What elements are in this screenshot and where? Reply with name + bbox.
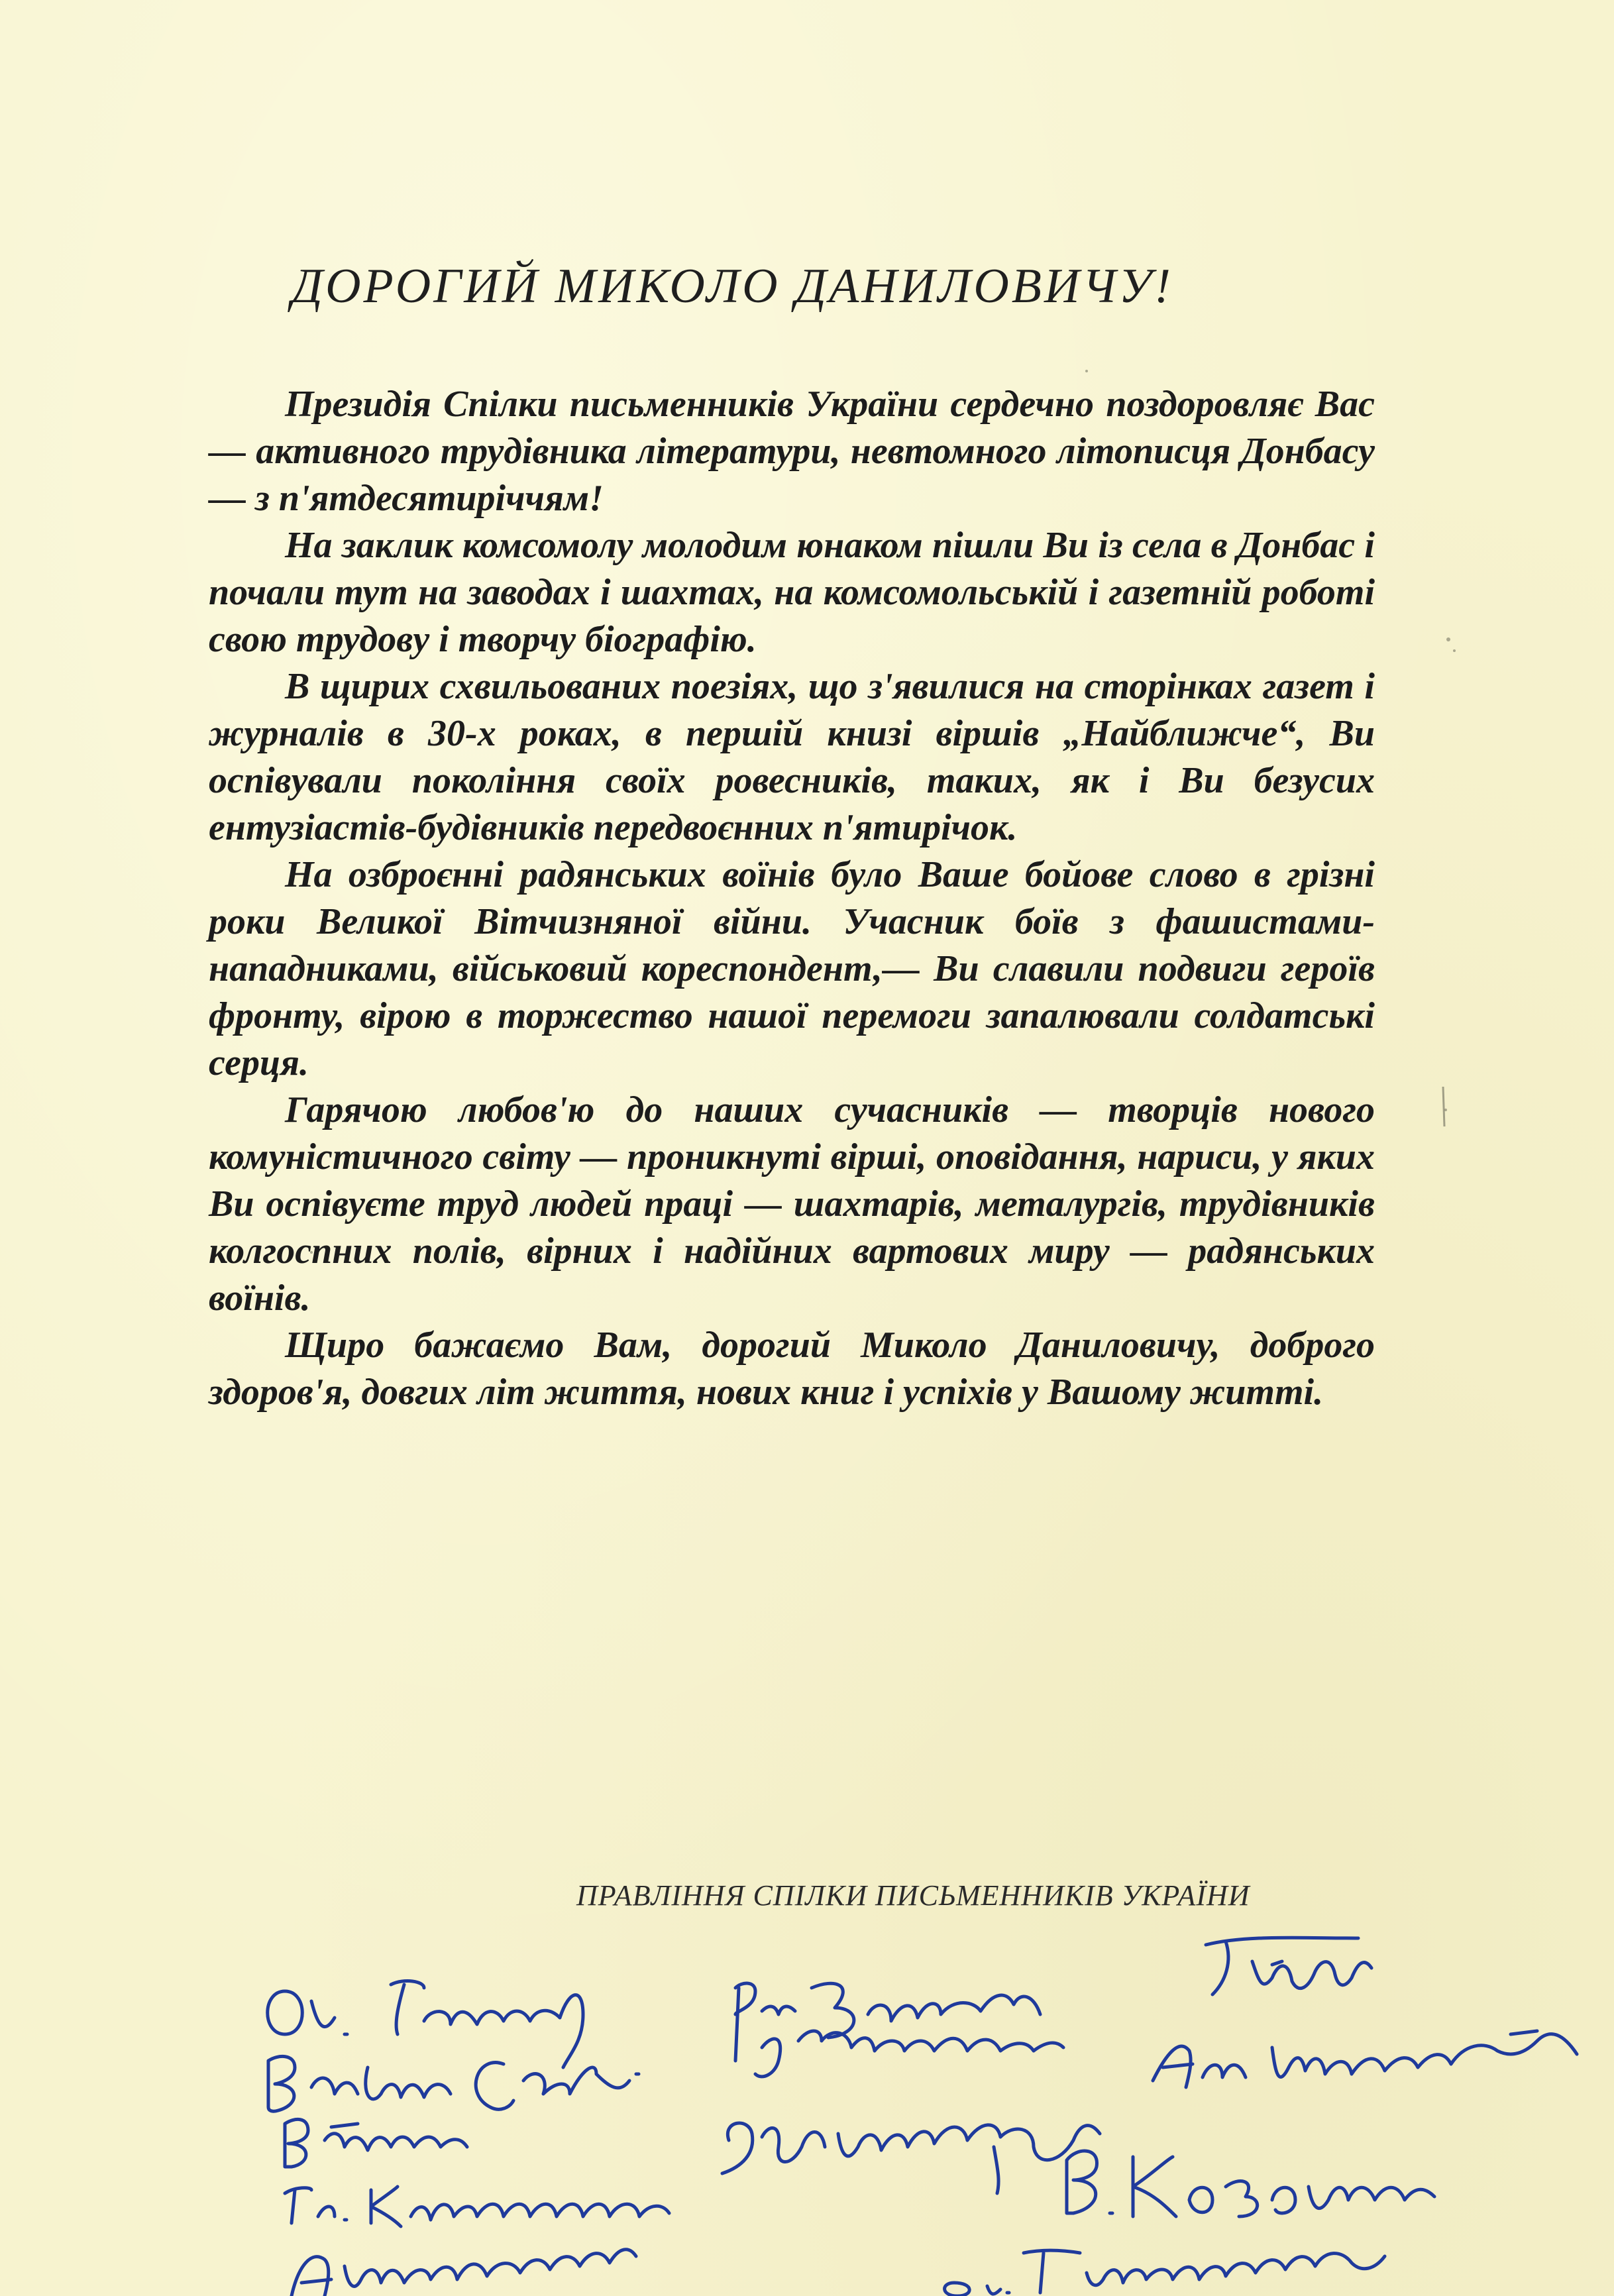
signature-11 xyxy=(292,2250,636,2296)
paragraph-wishes: Щиро бажаємо Вам, дорогий Миколо Даниловичу, доброго здоров'я, довгих літ життя, нових книг і успіхів у Вашому житті. xyxy=(209,1325,1375,1413)
signature-10 xyxy=(1067,2151,1434,2216)
paragraph-poetry: В щирих схвильованих поезіях, що з'явилися на сторінках газет і журналів в 30-х роках, в першій книзі віршів „Найближче“, Ви оспівували покоління своїх ровесників, таких, як і Ви безусих ентузіастів-будівників передвоєнних п'ятирічок. xyxy=(209,666,1375,848)
paragraph-contemporaries: Гарячою любов'ю до наших сучасників — творців нового комуністичного світу — проникнуті вірші, оповідання, нариси, у яких Ви оспівуєте труд людей праці — шахтарів, металургів, трудівників колгоспних полів, вірних і надійних вартових миру — радянських воїнів. xyxy=(209,1089,1375,1319)
signature-7 xyxy=(285,2119,467,2167)
signature-9 xyxy=(285,2187,669,2226)
signature-3 xyxy=(1206,1938,1372,1995)
signoff-line: ПРАВЛІННЯ СПІЛКИ ПИСЬМЕННИКІВ УКРАЇНИ xyxy=(576,1879,1250,1912)
letter-body xyxy=(209,381,1375,1416)
signature-4 xyxy=(268,2056,639,2111)
signature-5 xyxy=(755,2031,1063,2077)
signature-12 xyxy=(945,2250,1385,2296)
signature-6 xyxy=(1153,2031,1577,2087)
signature-1 xyxy=(268,1981,583,2067)
paragraph-war: На озброєнні радянських воїнів було Ваше бойове слово в грізні роки Великої Вітчизняної війни. Учасник боїв з фашистами-нападниками, військовий кореспондент,— Ви славили подвиги героїв фронту, вірою в торжество нашої перемоги запалювали солдатські серця. xyxy=(209,854,1375,1083)
signatures-block xyxy=(0,1908,1614,2296)
letter-title: ДОРОГИЙ МИКОЛО ДАНИЛОВИЧУ! xyxy=(292,259,1173,313)
signature-8 xyxy=(722,2123,1100,2193)
paragraph-congratulation: Президія Спілки письменників України сердечно поздоровляє Вас — активного трудівника літератури, невтомного літописця Донбасу — з п'ятдесятиріччям! xyxy=(209,384,1375,519)
paragraph-komsomol: На заклик комсомолу молодим юнаком пішли Ви із села в Донбас і почали тут на заводах і шахтах, на комсомольській і газетній роботі свою трудову і творчу біографію. xyxy=(209,525,1375,660)
